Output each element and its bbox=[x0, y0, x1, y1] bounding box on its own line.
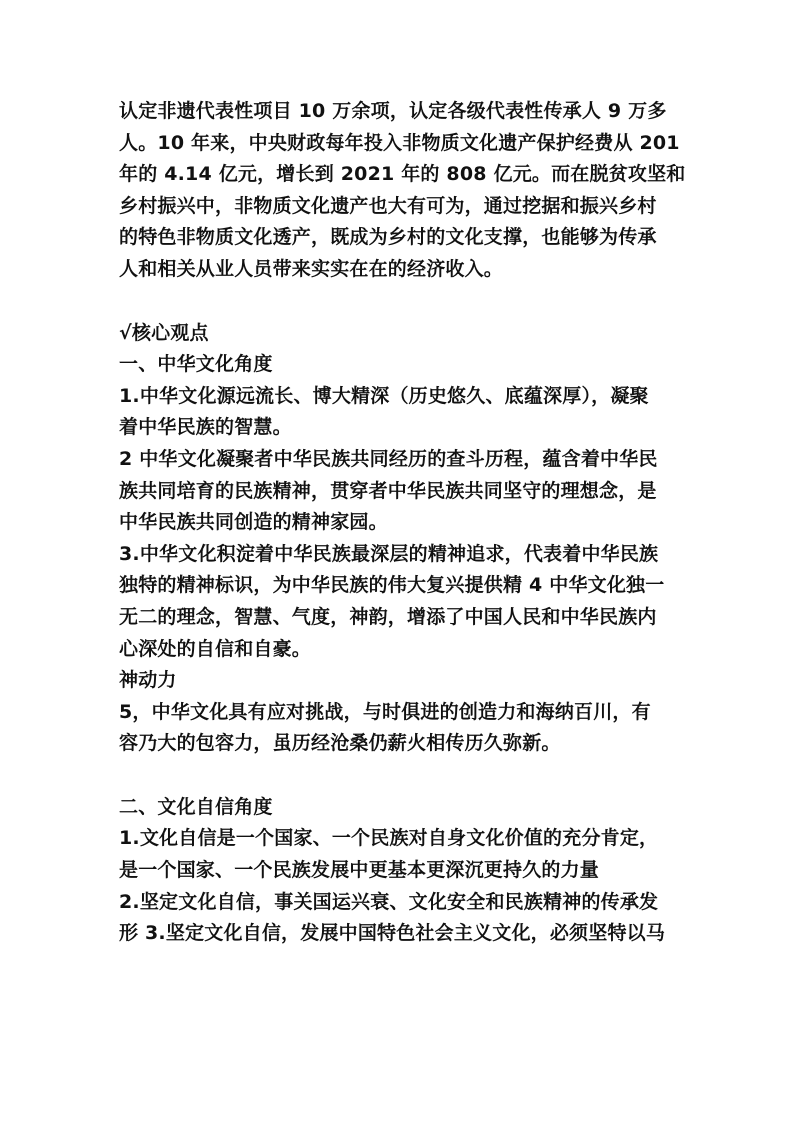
text-line: 5，中华文化具有应对挑战，与时俱进的创造力和海纳百川，有 bbox=[119, 700, 651, 723]
text-line: 无二的理念，智慧、气度，神韵，增添了中国人民和中华民族内 bbox=[119, 605, 657, 628]
text-line: 2.坚定文化自信，事关国运兴衰、文化安全和民族精神的传承发 bbox=[119, 890, 659, 913]
text-line: 1.中华文化源远流长、博大精深（历史悠久、底蕴深厚），凝聚 bbox=[119, 384, 649, 407]
text-line: 2 中华文化凝聚者中华民族共同经历的查斗历程，蕴含着中华民 bbox=[119, 447, 658, 470]
text-line: 神动力 bbox=[119, 669, 177, 692]
text-line: 中华民族共同创造的精神家园。 bbox=[119, 511, 388, 534]
text-line: 认定非遗代表性项目 10 万余项，认定各级代表性传承人 9 万多 bbox=[119, 100, 667, 122]
text-line: 的特色非物质文化透产，既成为乡村的文化支撑，也能够为传承 bbox=[119, 226, 657, 249]
text-line: 1.文化自信是一个国家、一个民族对自身文化价值的充分肯定， bbox=[119, 827, 659, 850]
document-body bbox=[119, 96, 689, 950]
text-line: 3.中华文化积淀着中华民族最深层的精神追求，代表着中华民族 bbox=[119, 542, 659, 565]
text-line: 人。10 年来，中央财政每年投入非物质文化遗产保护经费从 201 bbox=[119, 131, 680, 154]
section-heading: √核心观点 bbox=[119, 321, 209, 344]
text-line: 年的 4.14 亿元，增长到 2021 年的 808 亿元。而在脱贫攻坚和 bbox=[119, 163, 686, 186]
subsection-heading-culture: 一、中华文化角度 bbox=[119, 353, 273, 376]
text-line: 独特的精神标识，为中华民族的伟大复兴提供精 4 中华文化独一 bbox=[119, 574, 665, 597]
text-line: 容乃大的包容力，虽历经沧桑仍薪火相传历久弥新。 bbox=[119, 732, 561, 755]
core-views-section bbox=[119, 318, 689, 950]
blank-line bbox=[119, 286, 689, 318]
text-line: 形 3.坚定文化自信，发展中国特色社会主义文化，必须坚特以马 bbox=[119, 922, 666, 945]
intro-paragraph bbox=[119, 96, 689, 286]
text-line: 乡村振兴中，非物质文化遗产也大有可为，通过挖据和振兴乡村 bbox=[119, 194, 657, 217]
text-line: 是一个国家、一个民族发展中更基本更深沉更持久的力量 bbox=[119, 859, 600, 882]
text-line: 心深处的自信和自豪。 bbox=[119, 637, 312, 660]
blank-line bbox=[119, 760, 689, 792]
text-line: 着中华民族的智慧。 bbox=[119, 416, 292, 439]
subsection-heading-confidence: 二、文化自信角度 bbox=[119, 795, 273, 818]
text-line: 人和相关从业人员带来实实在在的经济收入。 bbox=[119, 257, 504, 280]
text-line: 族共同培育的民族精神，贯穿者中华民族共同坚守的理想念，是 bbox=[119, 479, 657, 502]
